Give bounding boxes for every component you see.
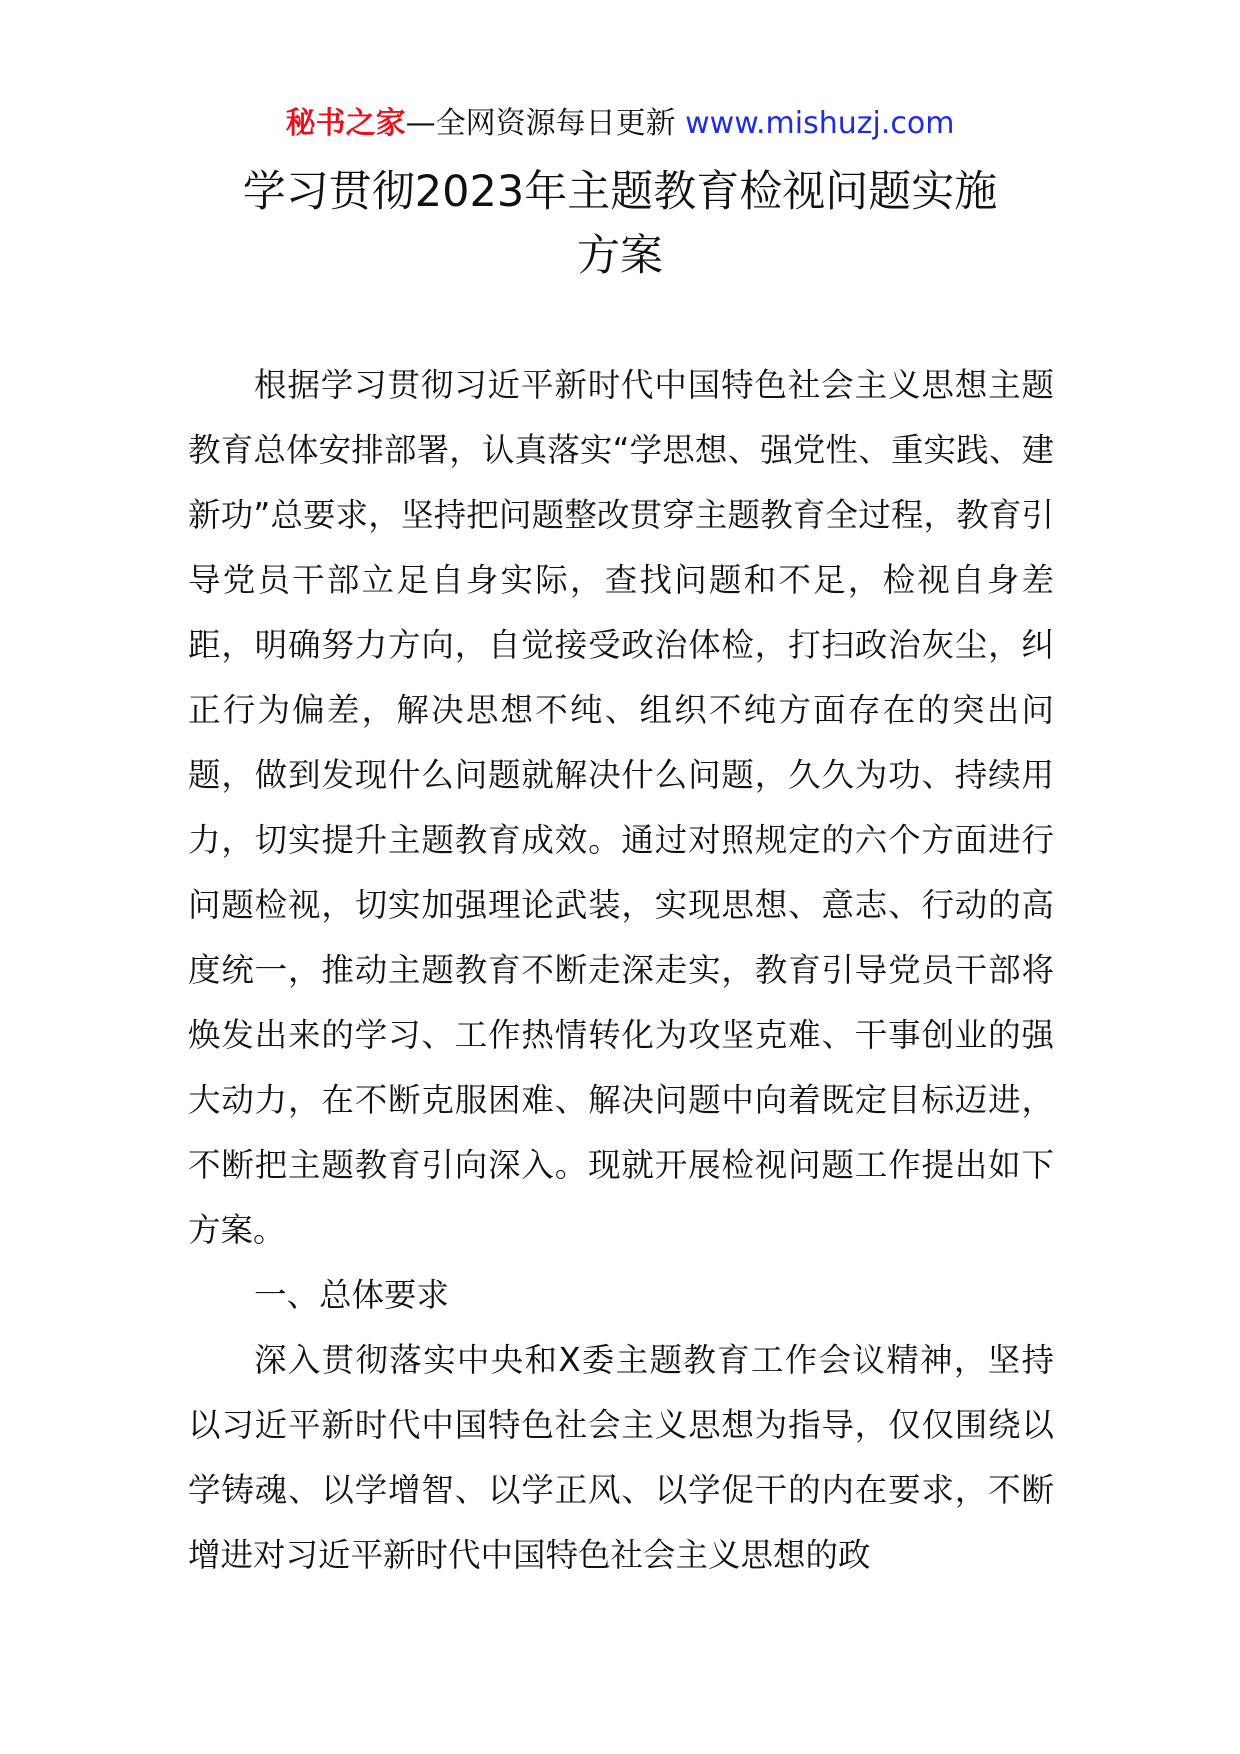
site-url-link[interactable]: www.mishuzj.com [685,106,955,141]
document-body [188,353,1054,1588]
document-title-line-2: 方案 [577,231,663,281]
header-tagline: —全网资源每日更新 [405,106,676,141]
document-title-line-1: 学习贯彻2023年主题教育检视问题实施 [242,167,998,217]
brand-name: 秘书之家 [285,106,406,141]
site-header [0,104,1240,144]
section-heading-general-requirements: 一、总体要求 [254,1276,450,1314]
document-title [0,160,1240,288]
section-paragraph: 深入贯彻落实中央和X委主题教育工作会议精神，坚持以习近平新时代中国特色社会主义思想为指导，仅仅围绕以学铸魂、以学增智、以学正风、以学促干的内在要求，不断增进对习近平新时代中国特色社会主义思想的政 [188,1341,1054,1574]
intro-paragraph: 根据学习贯彻习近平新时代中国特色社会主义思想主题教育总体安排部署，认真落实“学思想、强党性、重实践、建新功”总要求，坚持把问题整改贯穿主题教育全过程，教育引导党员干部立足自身实际，查找问题和不足，检视自身差距，明确努力方向，自觉接受政治体检，打扫政治灰尘，纠正行为偏差，解决思想不纯、组织不纯方面存在的突出问题，做到发现什么问题就解决什么问题，久久为功、持续用力，切实提升主题教育成效。通过对照规定的六个方面进行问题检视，切实加强理论武装，实现思想、意志、行动的高度统一，推动主题教育不断走深走实，教育引导党员干部将焕发出来的学习、工作热情转化为攻坚克难、干事创业的强大动力，在不断克服困难、解决问题中向着既定目标迈进，不断把主题教育引向深入。现就开展检视问题工作提出如下方案。 [188,366,1054,1249]
